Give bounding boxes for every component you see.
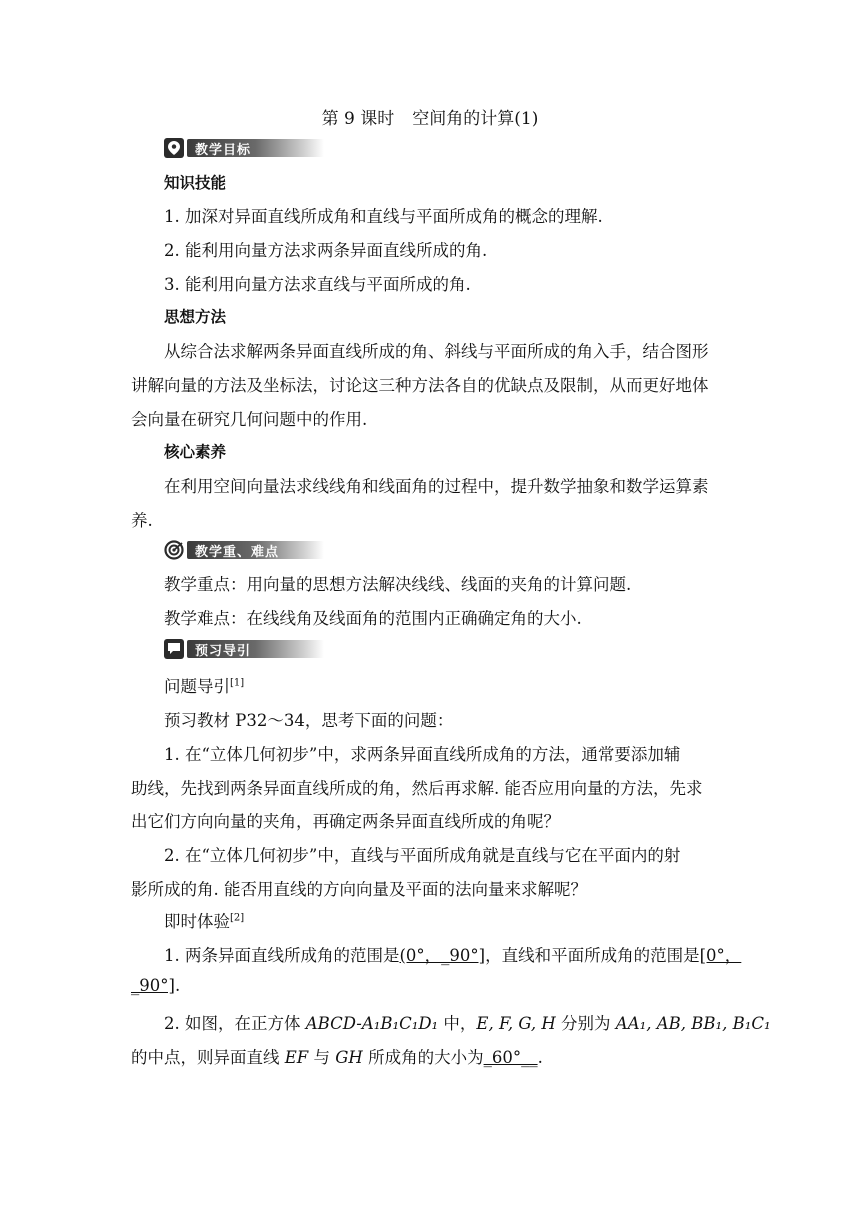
practice-1-answer-2-cont: _90°] xyxy=(131,976,175,995)
key-points-banner-label: 教学重、难点 xyxy=(187,541,324,559)
skills-heading: 知识技能 xyxy=(164,174,227,192)
line-gh: GH xyxy=(335,1048,363,1067)
target-icon xyxy=(164,540,184,560)
midpoint-names: E, F, G, H xyxy=(476,1014,556,1033)
practice-label xyxy=(164,908,244,932)
skill-item: 3. 能利用向量方法求直线与平面所成的角. xyxy=(164,275,471,294)
textbook-reference: 预习教材 P32～34，思考下面的问题： xyxy=(164,711,454,730)
practice-2-text: . xyxy=(537,1048,543,1067)
page-title xyxy=(0,104,860,129)
practice-2-line xyxy=(164,1010,771,1034)
practice-1-line xyxy=(131,976,180,995)
guide-label xyxy=(164,673,244,697)
practice-1-text: 1. 两条异面直线所成角的范围是 xyxy=(164,946,400,965)
practice-label-text: 即时体验 xyxy=(164,912,230,931)
guide-footnote-marker: [1] xyxy=(230,677,245,689)
practice-2-text: 所成角的大小为 xyxy=(362,1048,484,1067)
practice-1-answer-1: (0°，_90°] xyxy=(399,946,486,965)
speech-bubble-icon xyxy=(164,639,184,659)
guide-label-text: 问题导引 xyxy=(164,677,230,696)
practice-2-line xyxy=(131,1044,543,1068)
key-points-banner xyxy=(164,539,324,561)
practice-footnote-marker: [2] xyxy=(230,912,245,924)
practice-2-text: 与 xyxy=(308,1048,336,1067)
method-text-line: 从综合法求解两条异面直线所成的角、斜线与平面所成的角入手，结合图形 xyxy=(164,342,709,361)
line-ef: EF xyxy=(284,1048,309,1067)
practice-1-line xyxy=(164,942,741,966)
practice-2-text: 分别为 xyxy=(555,1014,616,1033)
practice-2-text: 中， xyxy=(438,1014,477,1033)
practice-2-answer: _60°__ xyxy=(483,1048,538,1067)
literacy-heading: 核心素养 xyxy=(164,443,227,461)
teaching-difficulty: 教学难点：在线线角及线面角的范围内正确确定角的大小. xyxy=(164,609,582,628)
method-text-line: 会向量在研究几何问题中的作用. xyxy=(131,410,368,429)
skill-item: 1. 加深对异面直线所成角和直线与平面所成角的概念的理解. xyxy=(164,207,603,226)
method-heading: 思想方法 xyxy=(164,308,227,326)
goals-banner xyxy=(164,137,324,159)
question-2-line: 影所成的角. 能否用直线的方向向量及平面的法向量来求解呢？ xyxy=(131,880,587,899)
method-text-line: 讲解向量的方法及坐标法，讨论这三种方法各自的优缺点及限制，从而更好地体 xyxy=(131,376,709,395)
practice-1-answer-2: [0°， xyxy=(699,946,742,965)
question-1-line: 出它们方向向量的夹角，再确定两条异面直线所成的角呢？ xyxy=(131,812,560,831)
practice-2-text: 的中点，则异面直线 xyxy=(131,1048,285,1067)
edge-names: AA₁, AB, BB₁, B₁C₁ xyxy=(615,1014,771,1033)
literacy-text-line: 在利用空间向量法求线线角和线面角的过程中，提升数学抽象和数学运算素 xyxy=(164,477,709,496)
question-2-line: 2. 在“立体几何初步”中，直线与平面所成角就是直线与它在平面内的射 xyxy=(164,846,681,865)
teaching-focus: 教学重点：用向量的思想方法解决线线、线面的夹角的计算问题. xyxy=(164,575,632,594)
practice-1-text: ，直线和平面所成角的范围是 xyxy=(485,946,700,965)
preview-banner-label: 预习导引 xyxy=(187,640,324,658)
question-1-line: 助线，先找到两条异面直线所成的角，然后再求解. 能否应用向量的方法，先求 xyxy=(131,779,703,798)
question-1-line: 1. 在“立体几何初步”中，求两条异面直线所成角的方法，通常要添加辅 xyxy=(164,745,681,764)
preview-banner xyxy=(164,638,324,660)
literacy-text-line: 养. xyxy=(131,511,153,530)
cube-name: ABCD-A₁B₁C₁D₁ xyxy=(305,1014,439,1033)
practice-1-text: . xyxy=(174,976,181,995)
lesson-number: 第 9 课时 xyxy=(321,109,395,129)
location-pin-icon xyxy=(164,138,184,158)
goals-banner-label: 教学目标 xyxy=(187,139,324,157)
skill-item: 2. 能利用向量方法求两条异面直线所成的角. xyxy=(164,241,488,260)
lesson-topic: 空间角的计算(1) xyxy=(412,109,539,129)
practice-2-text: 2. 如图，在正方体 xyxy=(164,1014,306,1033)
